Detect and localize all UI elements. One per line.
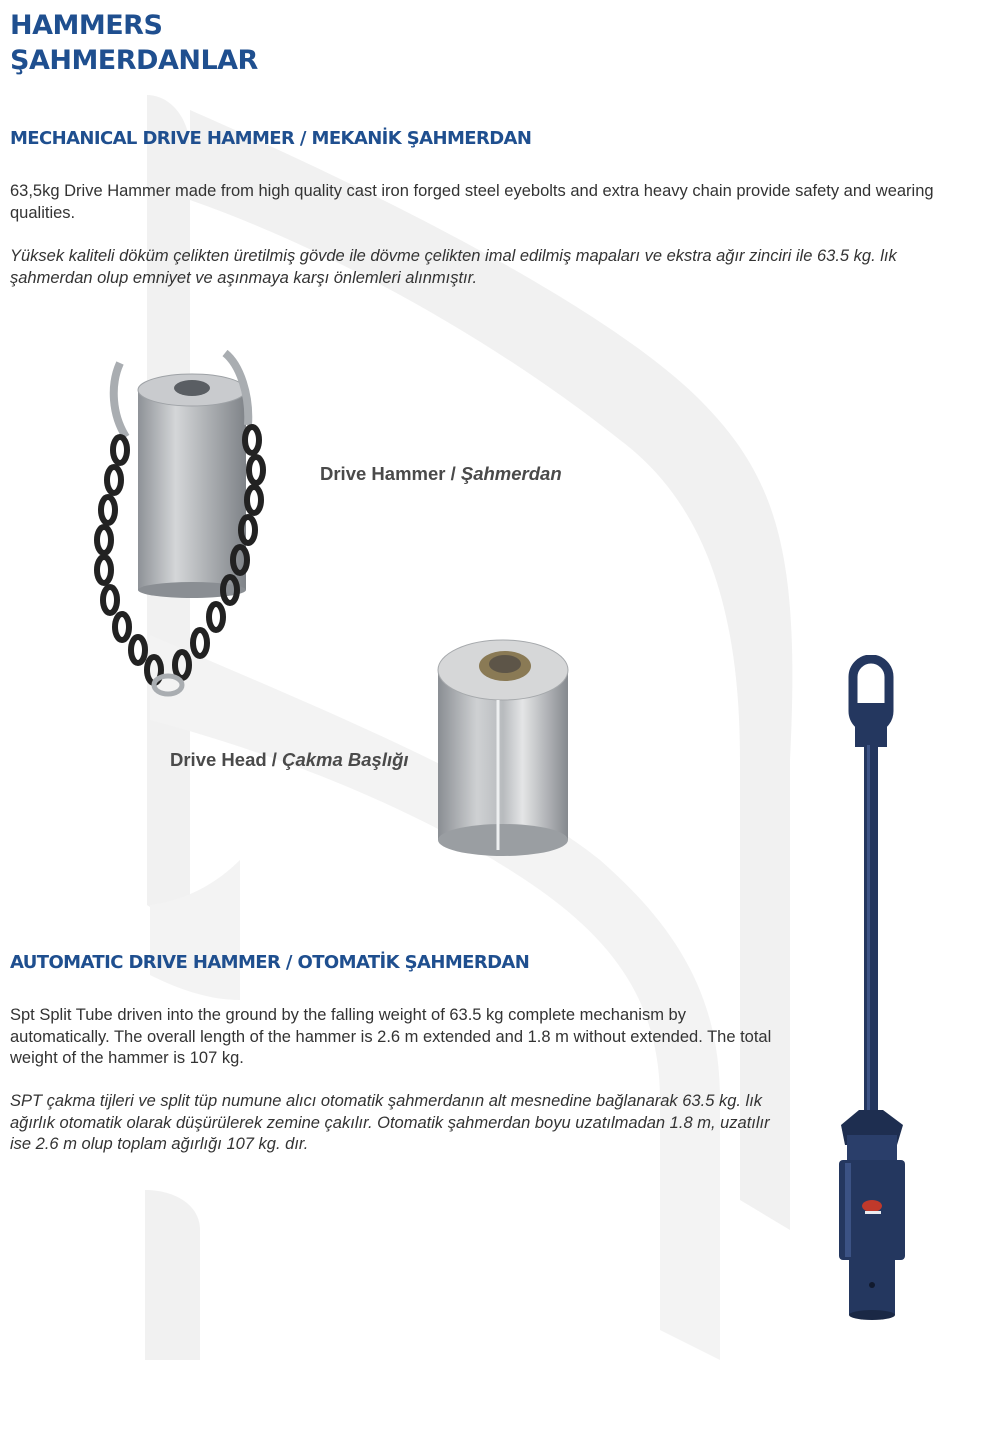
mechanical-description-tr: Yüksek kaliteli döküm çelikten üretilmiş gövde ile dövme çelikten imal edilmiş mapaları ve ekstra ağır zinciri ile 63.5 kg. lık şahmerdan olup emniyet ve aşınmaya karşı önlemleri alınmıştır. [10,247,897,287]
page-title-tr: ŞAHMERDANLAR [10,45,258,76]
drive-head-caption [170,749,409,771]
page-title-en: HAMMERS [10,10,163,41]
mechanical-description-en: 63,5kg Drive Hammer made from high quality cast iron forged steel eyebolts and extra heavy chain provide safety and wearing qualities. [10,182,934,222]
drive-hammer-image [80,345,270,705]
drive-hammer-label-en: Drive Hammer [320,463,446,484]
drive-hammer-caption [320,463,562,485]
drive-head-label-en: Drive Head [170,749,267,770]
drive-hammer-separator: / [450,463,456,484]
automatic-description-en: Spt Split Tube driven into the ground by the falling weight of 63.5 kg complete mechanism by automatically. The overall length of the hammer is 2.6 m extended and 1.8 m without extended. The total weight of the hammer is 107 kg. [10,1006,772,1067]
drive-head-image [430,630,575,865]
drive-hammer-label-tr: Şahmerdan [460,463,562,484]
mechanical-hammer-heading: MECHANICAL DRIVE HAMMER / MEKANİK ŞAHMERDAN [10,128,532,149]
drive-head-separator: / [271,749,277,770]
automatic-hammer-image [825,655,920,1325]
drive-head-label-tr: Çakma Başlığı [282,749,409,770]
automatic-description-tr: SPT çakma tijleri ve split tüp numune alıcı otomatik şahmerdanın alt mesnedine bağlanarak 63.5 kg. lık ağırlık otomatik olarak düşürülerek zemine çakılır. Otomatik şahmerdan boyu uzatılmadan 1.8 m, uzatılır ise 2.6 m olup toplam ağırlığı 107 kg. dır. [10,1092,770,1153]
automatic-hammer-heading: AUTOMATIC DRIVE HAMMER / OTOMATİK ŞAHMERDAN [10,952,530,973]
page-title [10,8,258,78]
